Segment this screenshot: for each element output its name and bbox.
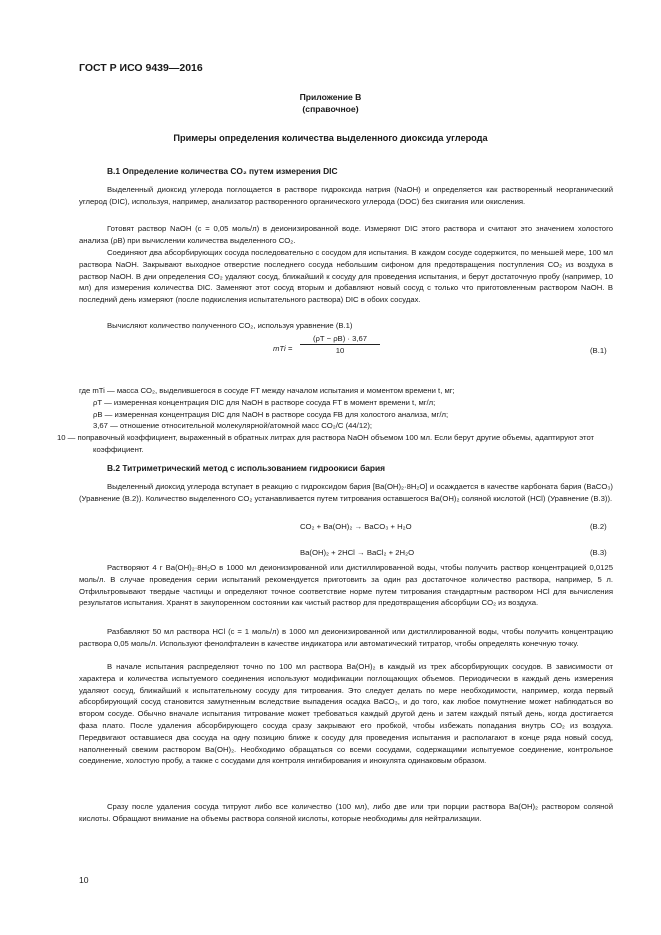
equation-numerator: (ρT − ρB) · 3,67 — [300, 334, 380, 345]
paragraph: Разбавляют 50 мл раствора HCl (c = 1 моль/л) в 1000 мл деионизированной или дистиллированной воды, чтобы получить концентрацию раствора 0,05 моль/л. Используют фенолфталеин в качестве индикатора или автоматический титратор, чтобы определять конечную точку. — [79, 627, 613, 648]
definition-item: 10 — поправочный коэффициент, выраженный в обратных литрах для раствора NaOH объемом 100 мл. Если берут другие объемы, адаптируют этот коэффициент. — [57, 433, 595, 454]
equation-denominator: 10 — [335, 346, 345, 355]
equation-b3: Ba(OH)₂ + 2HCl → BaCl₂ + 2H₂O — [300, 548, 415, 557]
section-heading-b1: В.1 Определение количества CO₂ путем измерения DIC — [107, 166, 338, 176]
paragraph: Выделенный диоксид углерода вступает в реакцию с гидроксидом бария [Ba(OH)₂·8H₂O] и осаждается в качестве карбоната бария (BaCO₃) (Уравнение (В.2)). Количество выделенного CO₂ устанавливается путем титрования оставшегося Ba(OH)₂ соляной кислотой (HCl) (Уравнение (В.3)). — [79, 482, 613, 503]
paragraph: Вычисляют количество полученного CO₂, используя уравнение (В.1) — [107, 321, 353, 330]
definition-item: ρT — измеренная концентрация DIC для NaOH в растворе сосуда FT в момент времени t, мг/л; — [93, 397, 436, 407]
paragraph: Соединяют два абсорбирующих сосуда последовательно с сосудом для испытания. В каждом сосуде содержится, по меньшей мере, 100 мл раствора NaOH. Закрывают выходное отверстие последнего сосуда небольшим сифоном для предотвращения поступления CO₂ из воздуха в раствор NaOH. В дни определения CO₂ удаляют сосуд, ближайший к сосуду для проведения испытания, и берут достаточную пробу (например, 10 мл) для измерения количества DIC. Заменяют этот сосуд вторым и добавляют новый сосуд с только что приготовленным раствором NaOH. В последний день измеряют (после подкисления испытательного раствора) DIC в обоих сосудах. — [79, 248, 613, 305]
where-line: где mTi — масса CO₂, выделившегося в сосуде FT между началом испытания и моментом времени t, мг; — [79, 386, 455, 395]
equation-fraction — [300, 334, 380, 355]
equation-lhs: mTi = — [273, 344, 293, 353]
appendix-subtitle: (справочное) — [302, 104, 359, 114]
equation-number: (В.1) — [590, 346, 607, 355]
paragraph: В начале испытания распределяют точно по 100 мл раствора Ba(OH)₂ в каждый из трех абсорбирующих сосудов. В зависимости от характера и количества испытуемого соединения используют модификации поглощающих объемов. Периодически в каждый день измерения удаляют сосуд, ближайший к испытательному сосуду для титрования. Это следует делать по мере необходимости, например, когда первый абсорбирующий сосуд становится замутненным вследствие выпадения осадка BaCO₃, и до того, как любое помутнение может наблюдаться во втором сосуде. Обычно вначале испытания титрование может требоваться каждый другой день и затем каждый пятый день, когда достигается фаза плато. После удаления абсорбирующего сосуда сразу закрывают его пробкой, чтобы избежать попадания внутрь CO₂ из воздуха. Передвигают оставшиеся два сосуда на одну позицию ближе к сосуду для проведения испытания и располагают в конце ряда новый сосуд, наполненный свежим раствором Ba(OH)₂. Необходимо обращаться со всеми сосудами, содержащими испытуемое соединение, контрольное соединение, холостую пробу, а также с сосудами для контроля ингибирования и инокулята одинаковым образом. — [79, 662, 613, 766]
equation-number: (В.3) — [590, 548, 607, 557]
paragraph: Готовят раствор NaOH (c = 0,05 моль/л) в деионизированной воде. Измеряют DIC этого раствора и считают это значением холостого анализа (ρB) при вычислении количества выделенного CO₂. — [79, 224, 613, 245]
appendix-title: Приложение В — [299, 92, 362, 102]
main-title: Примеры определения количества выделенного диоксида углерода — [173, 133, 488, 143]
equation-b2: CO₂ + Ba(OH)₂ → BaCO₃ + H₂O — [300, 522, 412, 531]
definition-item: ρB — измеренная концентрация DIC для NaOH в растворе сосуда FB для холостого анализа, мг/л; — [93, 409, 449, 419]
definition-item: 3,67 — отношение относительной молекулярной/атомной масс CO₂/C (44/12); — [93, 421, 373, 431]
paragraph: Сразу после удаления сосуда титруют либо все количество (100 мл), либо две или три порции раствора Ba(OH)₂ раствором соляной кислоты. Обращают внимание на объемы раствора соляной кислоты, которые необходимы для нейтрализации. — [79, 802, 613, 823]
paragraph: Выделенный диоксид углерода поглощается в растворе гидроксида натрия (NaOH) и определяется как растворенный неорганический углерод (DIC), используя, например, анализатор растворенного органического углерода (DOC) без сжигания или окисления. — [79, 185, 613, 206]
standard-header: ГОСТ Р ИСО 9439—2016 — [79, 62, 203, 74]
page-number: 10 — [79, 875, 89, 885]
definitions-list — [57, 385, 613, 456]
paragraph: Растворяют 4 г Ba(OH)₂·8H₂O в 1000 мл деионизированной или дистиллированной воды, чтобы получить раствор концентрацией 0,0125 моль/л. В случае проведения серии испытаний рекомендуется приготовить за один раз достаточное количество раствора, например, 5 л. Отфильтровывают твердые частицы и определяют точное соответствие норме путем титрования стандартным раствором HCl для вычисления результатов испытания. Хранят в закупоренном состоянии как чистый раствор для предотвращения абсорбции CO₂ из воздуха. — [79, 563, 613, 608]
equation-number: (В.2) — [590, 522, 607, 531]
section-heading-b2: В.2 Титриметрический метод с использованием гидроокиси бария — [107, 463, 386, 473]
